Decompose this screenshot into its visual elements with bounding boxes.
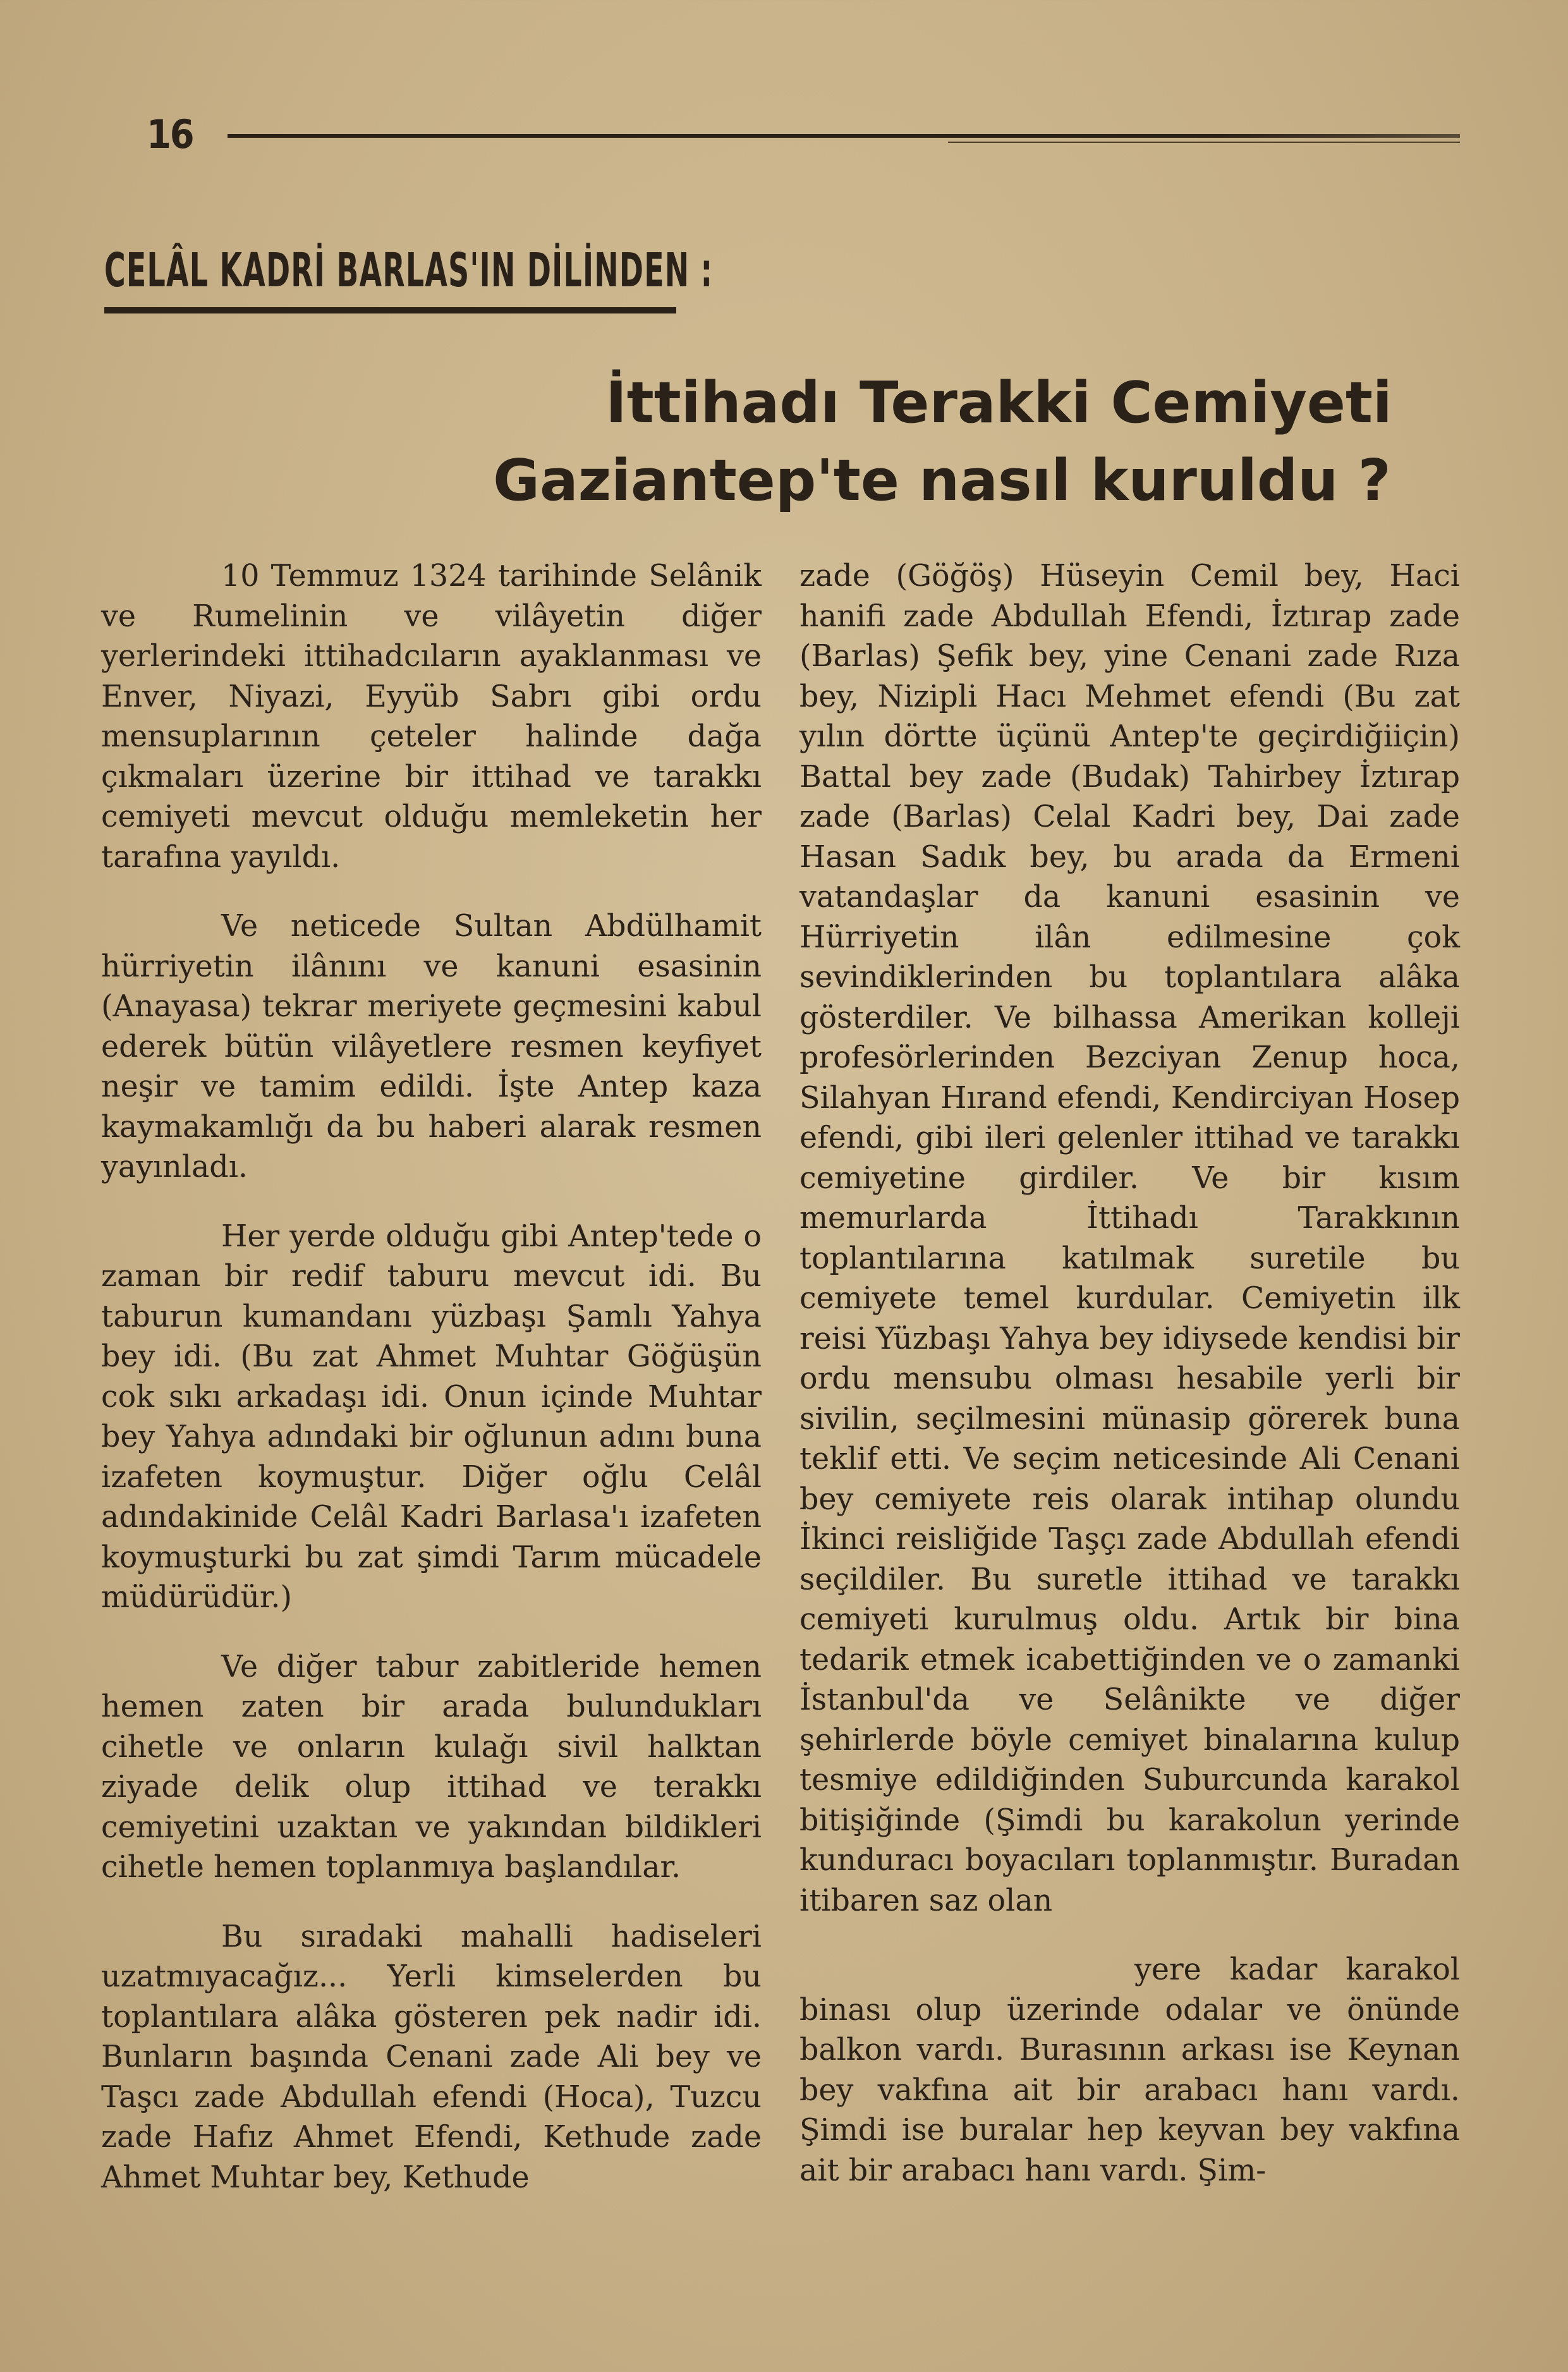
paragraph: zade (Göğöş) Hüseyin Cemil bey, Haci hanifi zade Abdullah Efendi, İztırap zade (Barlas) Şefik bey, yine Cenani zade Rıza bey, Nizipli Hacı Mehmet efendi (Bu zat yılın dörtte üçünü Antep'te geçirdiğiiçin) Battal bey zade (Budak) Tahirbey İztırap zade (Barlas) Celal Kadri bey, Dai zade Hasan Sadık bey, bu arada da Ermeni vatandaşlar da kanuni esasinin ve Hürriyetin ilân edilmesine çok sevindiklerinden bu toplantılara alâka gösterdiler. Ve bilhassa Amerikan kolleji profesörlerinden Bezciyan Zenup hoca, Silahyan Hırand efendi, Kendirciyan Hosep efendi, gibi ileri gelenler ittihad ve tarakkı cemiyetine girdiler. Ve bir kısım memurlarda İttihadı Tarakkının toplantılarına katılmak suretile bu cemiyete temel kurdular. Cemiyetin ilk reisi Yüzbaşı Yahya bey idiysede kendisi bir ordu mensubu olması hesabile yerli bir sivilin, seçilmesini münasip görerek buna teklif etti. Ve seçim neticesinde Ali Cenani bey cemiyete reis olarak intihap olundu İkinci reisliğide Taşçı zade Abdullah efendi seçildiler. Bu suretle ittihad ve tarakkı cemiyeti kurulmuş oldu. Artık bir bina tedarik etmek icabettiğinden ve o zamanki İstanbul'da ve Selânikte ve diğer şehirlerde böyle cemiyet binalarına kulup tesmiye edildiğinden Suburcunda karakol bitişiğinde (Şimdi bu karakolun yerinde kunduracı boyacıları toplanmıştır. Buradan itibaren saz olan: [799, 559, 1460, 1918]
header-rule-thin: [948, 142, 1460, 143]
paragraph: Bu sıradaki mahalli hadiseleri uzatmıyacağız... Yerli kimselerden bu toplantılara alâka gösteren pek nadir idi. Bunların başında Cenani zade Ali bey ve Taşcı zade Abdullah efendi (Hoca), Tuzcu zade Hafız Ahmet Efendi, Kethude zade Ahmet Muhtar bey, Kethude: [101, 1919, 762, 2195]
column-label-underline: [104, 307, 676, 313]
page-number: 16: [147, 111, 193, 157]
paragraph: yere kadar karakol binası olup üzerinde odalar ve önünde balkon vardı. Burasının arkası ise Keynan bey vakfına ait bir arabacı hanı vardı. Şimdi ise buralar hep keyvan bey vakfına ait bir arabacı hanı vardı. Şim-: [799, 1952, 1460, 2188]
article-title-line-1: İttihadı Terakki Cemiyeti: [605, 370, 1392, 436]
header-rule: [228, 134, 1460, 138]
paragraph: Ve diğer tabur zabitleride hemen hemen zaten bir arada bulundukları cihetle ve onların kulağı sivil halktan ziyade delik olup ittihad ve terakkı cemiyetini uzaktan ve yakından bildikleri cihetle hemen toplanmıya başlandılar.: [101, 1649, 762, 1885]
right-column: [799, 556, 1460, 2220]
column-label: CELÂL KADRİ BARLAS'IN DİLİNDEN :: [104, 243, 714, 298]
paragraph: 10 Temmuz 1324 tarihinde Selânik ve Rumelinin ve vilâyetin diğer yerlerindeki ittihadcıların ayaklanması ve Enver, Niyazi, Eyyüb Sabrı gibi ordu mensuplarının çeteler halinde dağa çıkmaları üzerine bir ittihad ve tarakkı cemiyeti mevcut olduğu memleketin her tarafına yayıldı.: [101, 559, 762, 875]
left-column: [101, 556, 762, 2227]
article-title-line-2: Gaziantep'te nasıl kuruldu ?: [493, 447, 1391, 514]
paragraph: Ve neticede Sultan Abdülhamit hürriyetin ilânını ve kanuni esasinin (Anayasa) tekrar meriyete geçmesini kabul ederek bütün vilâyetlere resmen keyfiyet neşir ve tamim edildi. İşte Antep kaza kaymakamlığı da bu haberi alarak resmen yayınladı.: [101, 909, 762, 1184]
paragraph: Her yerde olduğu gibi Antep'tede o zaman bir redif taburu mevcut idi. Bu taburun kumandanı yüzbaşı Şamlı Yahya bey idi. (Bu zat Ahmet Muhtar Göğüşün cok sıkı arkadaşı idi. Onun içinde Muhtar bey Yahya adındaki bir oğlunun adını buna izafeten koymuştur. Diğer oğlu Celâl adındakinide Celâl Kadri Barlasa'ı izafeten koymuşturki bu zat şimdi Tarım mücadele müdürüdür.): [101, 1219, 762, 1615]
